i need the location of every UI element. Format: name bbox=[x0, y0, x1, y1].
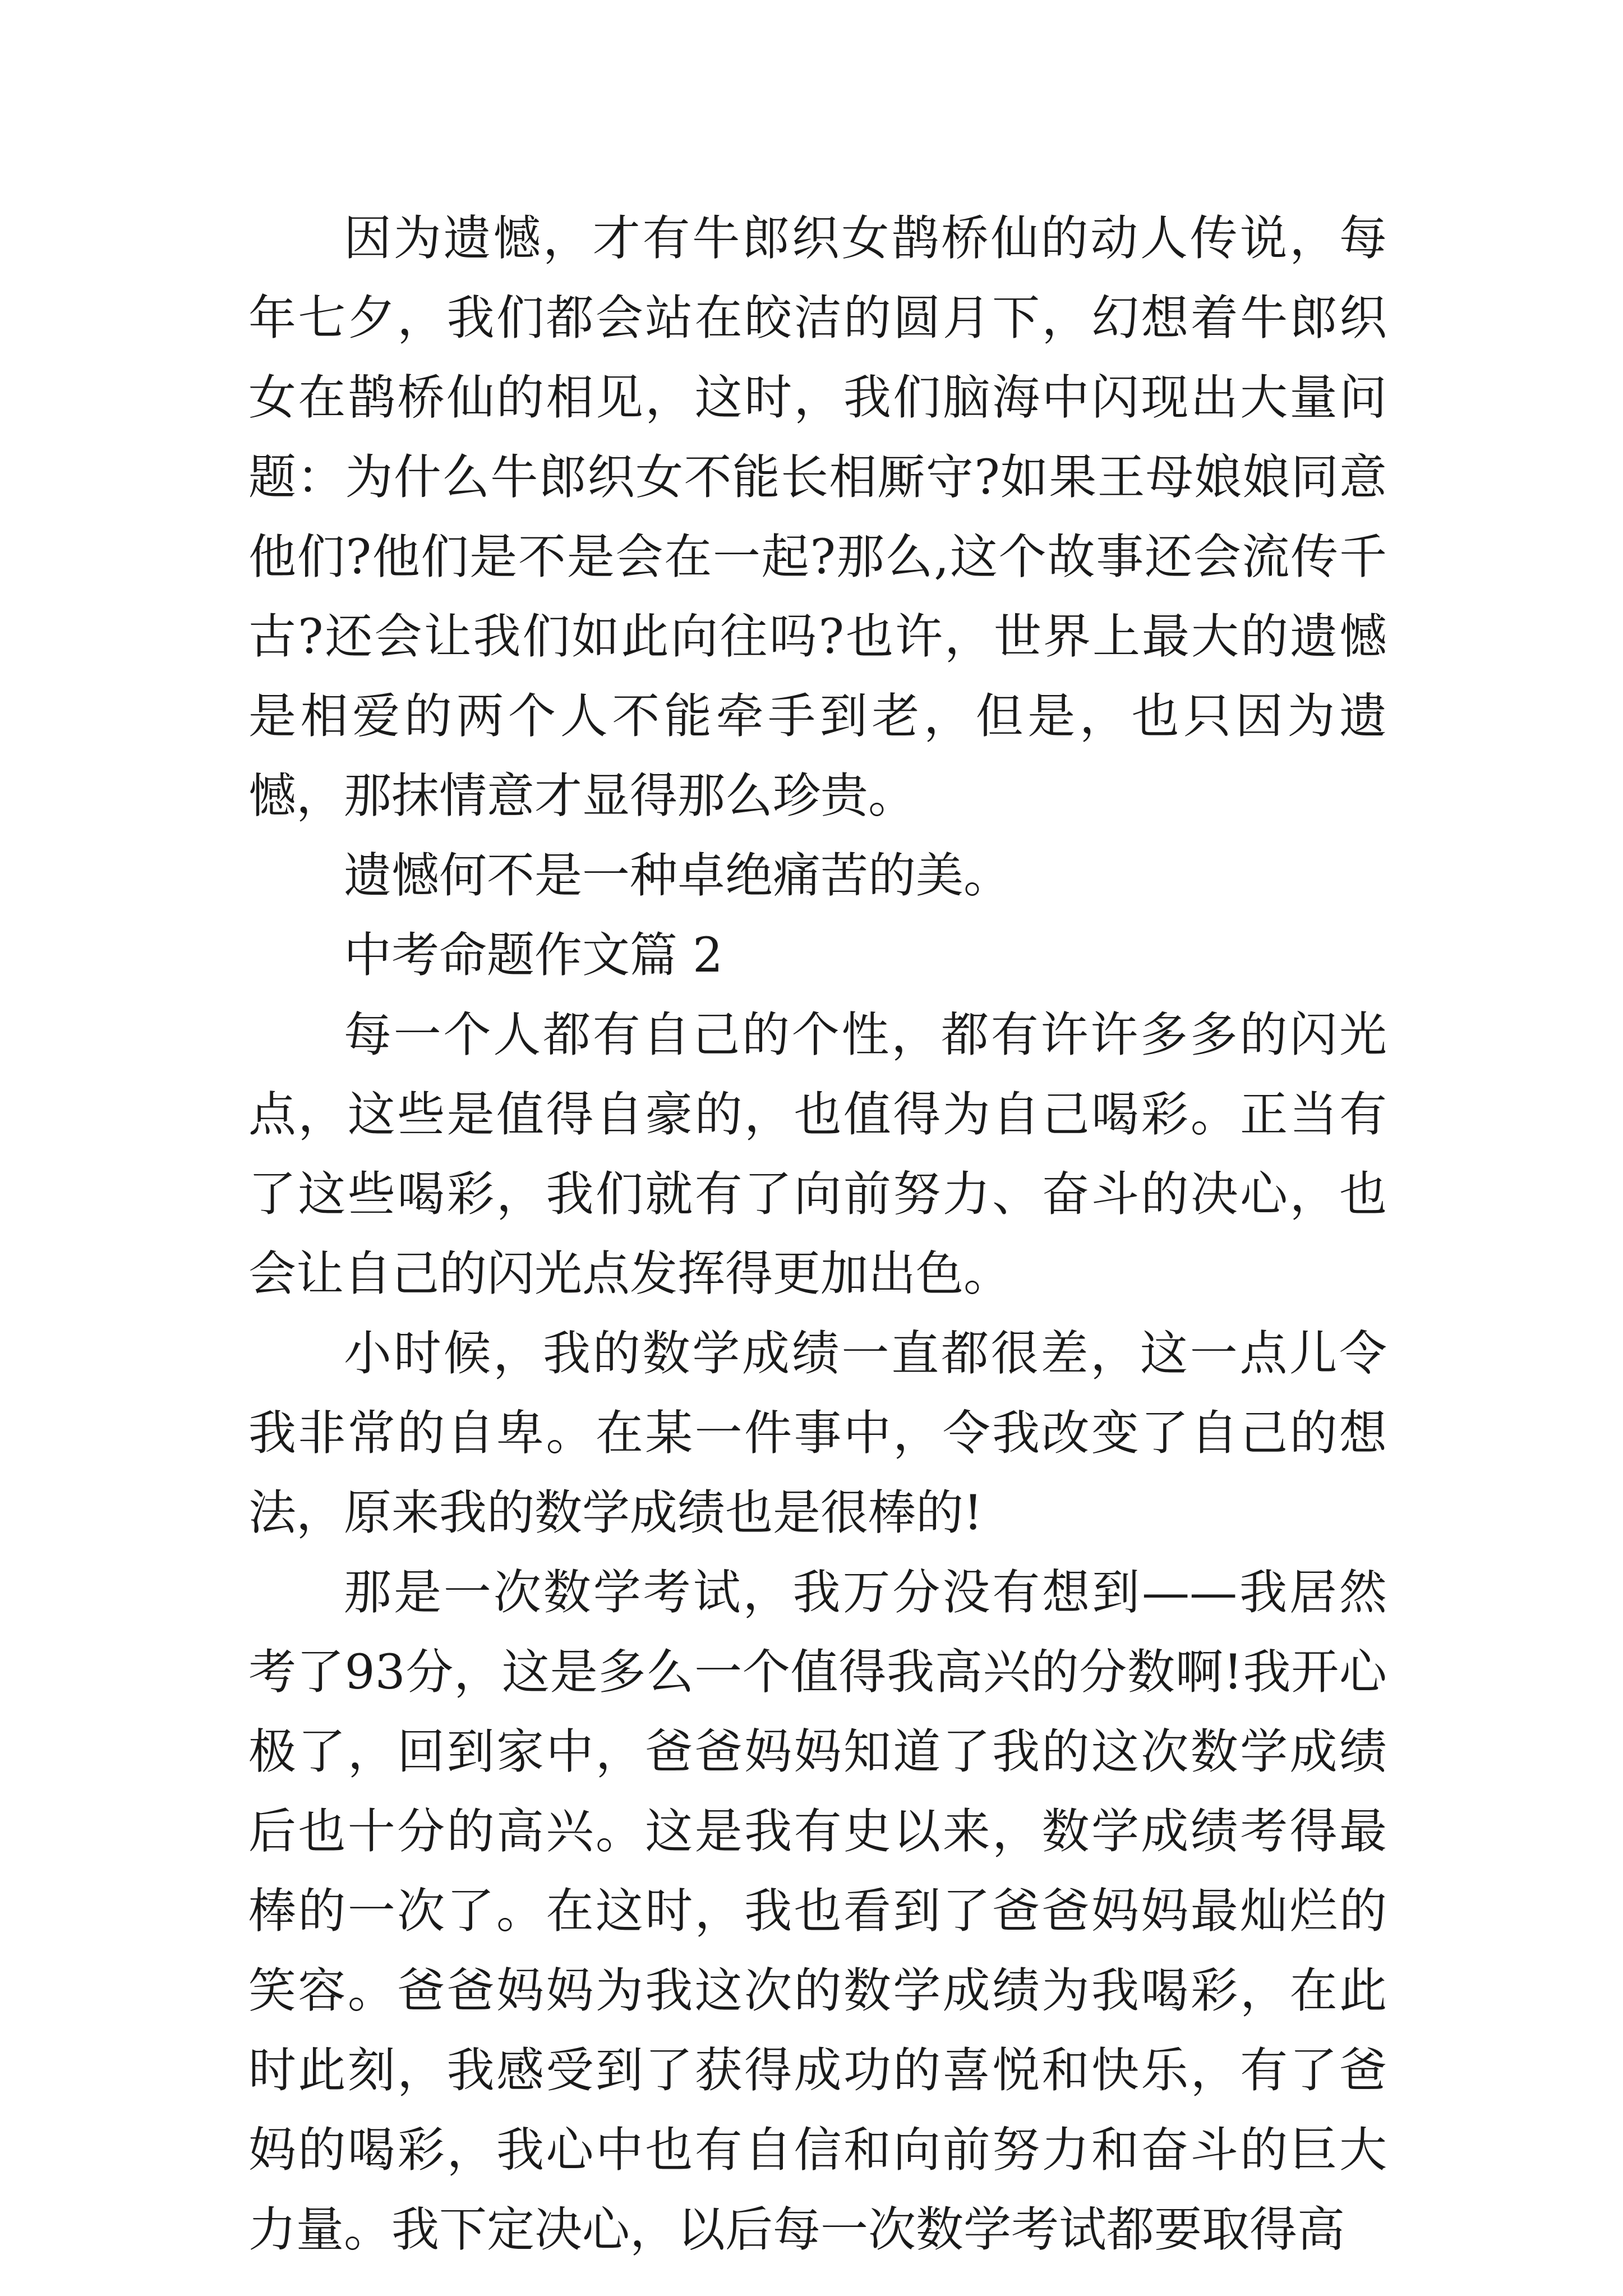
paragraph-personality: 每一个人都有自己的个性，都有许许多多的闪光点，这些是值得自豪的，也值得为自己喝彩。正当有了这些喝彩，我们就有了向前努力、奋斗的决心，也会让自己的闪光点发挥得更加出色。 bbox=[248, 1007, 1387, 1302]
section-heading: 中考命题作文篇 2 bbox=[344, 928, 723, 983]
paragraph-regret-beauty: 遗憾何不是一种卓绝痛苦的美。 bbox=[344, 848, 1012, 904]
document-body bbox=[248, 199, 1387, 2270]
paragraph-childhood-math: 小时候，我的数学成绩一直都很差，这一点儿令我非常的自卑。在某一件事中，令我改变了自己的想法，原来我的数学成绩也是很棒的! bbox=[248, 1326, 1387, 1541]
paragraph-math-exam: 那是一次数学考试，我万分没有想到——我居然考了93分，这是多么一个值得我高兴的分数啊!我开心极了，回到家中，爸爸妈妈知道了我的这次数学成绩后也十分的高兴。这是我有史以来，数学成绩考得最棒的一次了。在这时，我也看到了爸爸妈妈最灿烂的笑容。爸爸妈妈为我这次的数学成绩为我喝彩，在此时此刻，我感受到了获得成功的喜悦和快乐，有了爸妈的喝彩，我心中也有自信和向前努力和奋斗的巨大力量。我下定决心，以后每一次数学考试都要取得高 bbox=[248, 1565, 1387, 2258]
paragraph-regret-legend: 因为遗憾，才有牛郎织女鹊桥仙的动人传说，每年七夕，我们都会站在皎洁的圆月下，幻想着牛郎织女在鹊桥仙的相见，这时，我们脑海中闪现出大量问题：为什么牛郎织女不能长相厮守?如果王母娘娘同意他们?他们是不是会在一起?那么,这个故事还会流传千古?还会让我们如此向往吗?也许，世界上最大的遗憾是相爱的两个人不能牵手到老，但是，也只因为遗憾，那抹情意才显得那么珍贵。 bbox=[248, 211, 1387, 824]
